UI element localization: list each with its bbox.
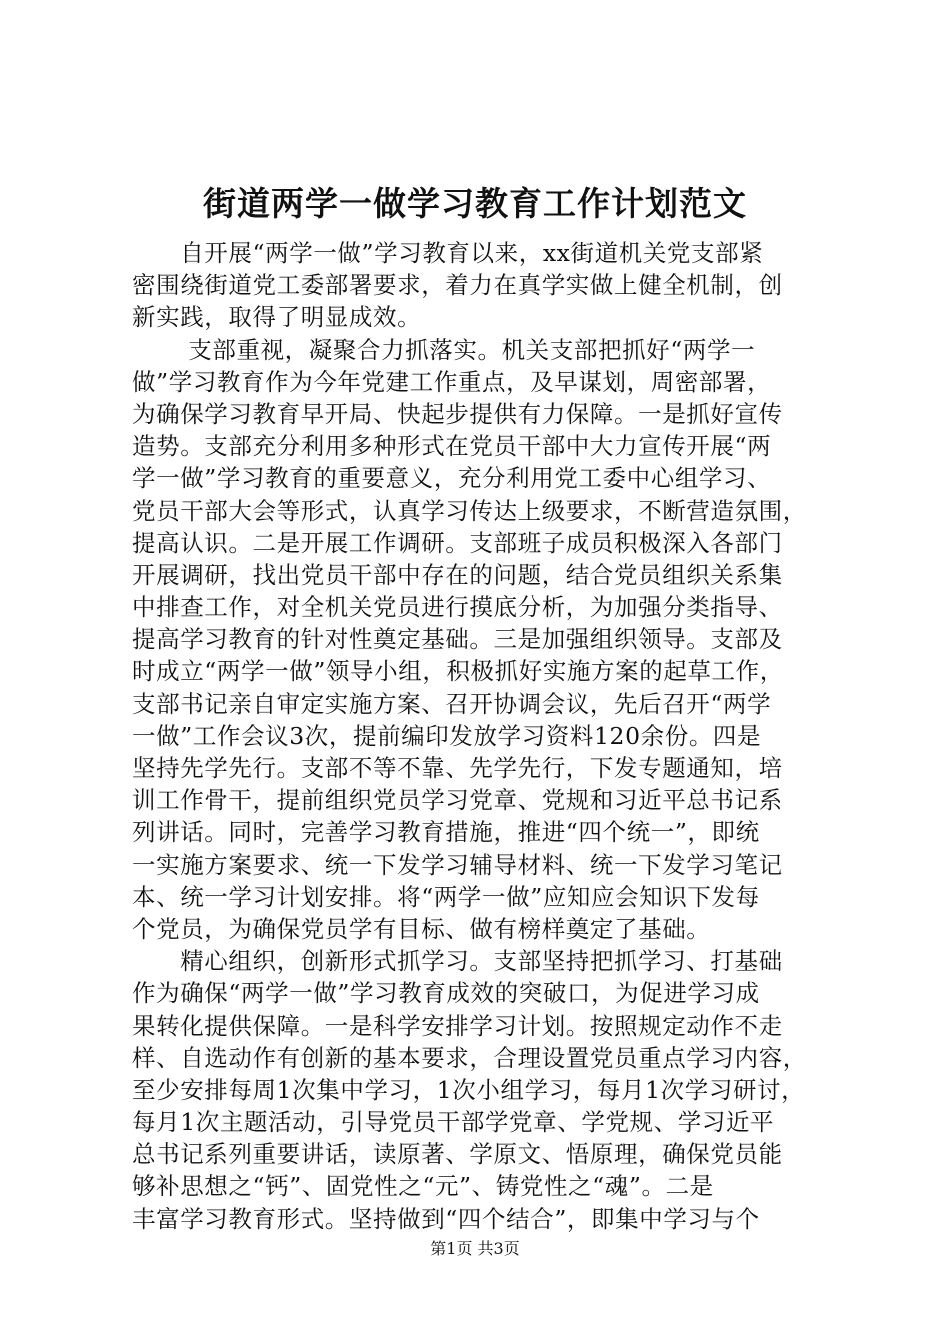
- body-text-line: 支部书记亲自审定实施方案、召开协调会议，先后召开“两学: [132, 689, 772, 718]
- body-text-line: 一做”工作会议3次，提前编印发放学习资料120余份。四是: [132, 721, 762, 750]
- body-text-line: 中排查工作，对全机关党员进行摸底分析，为加强分类指导、: [132, 593, 783, 622]
- body-text-line: 自开展“两学一做”学习教育以来，xx街道机关党支部紧: [132, 239, 764, 267]
- body-text-line: 时成立“两学一做”领导小组，积极抓好实施方案的起草工作，: [132, 657, 784, 686]
- body-text-line: 个党员，为确保党员学有目标、做有榜样奠定了基础。: [132, 914, 711, 943]
- body-text-line: 支部重视，凝聚合力抓落实。机关支部把抓好“两学一: [132, 335, 756, 364]
- body-text-line: 列讲话。同时，完善学习教育措施，推进“四个统一”，即统: [132, 818, 760, 847]
- body-text-line: 坚持先学先行。支部不等不靠、先学先行，下发专题通知，培: [132, 754, 783, 782]
- document-title: 街道两学一做学习教育工作计划范文: [203, 184, 747, 223]
- body-text-line: 每月1次主题活动，引导党员干部学党章、学党规、学习近平: [132, 1108, 775, 1137]
- body-text-line: 训工作骨干，提前组织党员学习党章、党规和习近平总书记系: [132, 786, 783, 815]
- body-text-line: 造势。支部充分利用多种形式在党员干部中大力宣传开展“两: [132, 432, 772, 461]
- body-text-line: 丰富学习教育形式。坚持做到“四个结合”，即集中学习与个: [132, 1204, 760, 1233]
- body-text-line: 至少安排每周1次集中学习，1次小组学习，每月1次学习研讨，: [132, 1075, 806, 1104]
- body-text-line: 样、自选动作有创新的基本要求，合理设置党员重点学习内容，: [132, 1043, 807, 1072]
- body-text-line: 做”学习教育作为今年党建工作重点，及早谋划，周密部署，: [132, 367, 772, 396]
- body-text-line: 果转化提供保障。一是科学安排学习计划。按照规定动作不走: [132, 1011, 783, 1040]
- document-body: [132, 237, 844, 1235]
- body-text-line: 精心组织，创新形式抓学习。支部坚持把抓学习、打基础: [132, 947, 783, 976]
- body-text-line: 总书记系列重要讲话，读原著、学原文、悟原理，确保党员能: [132, 1140, 783, 1169]
- body-text-line: 学一做”学习教育的重要意义，充分利用党工委中心组学习、: [132, 464, 772, 493]
- body-text-line: 一实施方案要求、统一下发学习辅导材料、统一下发学习笔记: [132, 850, 783, 879]
- body-text-line: 提高认识。二是开展工作调研。支部班子成员积极深入各部门: [132, 528, 783, 557]
- body-text-line: 为确保学习教育早开局、快起步提供有力保障。一是抓好宣传: [132, 399, 783, 428]
- body-text-line: 够补思想之“钙”、固党性之“元”、铸党性之“魂”。二是: [132, 1172, 714, 1201]
- body-text-line: 开展调研，找出党员干部中存在的问题，结合党员组织关系集: [132, 560, 783, 589]
- body-text-line: 提高学习教育的针对性奠定基础。三是加强组织领导。支部及: [132, 625, 783, 654]
- body-text-line: 密围绕街道党工委部署要求，着力在真学实做上健全机制，创: [132, 271, 783, 300]
- body-text-line: 党员干部大会等形式，认真学习传达上级要求，不断营造氛围，: [132, 496, 807, 525]
- body-text-line: 作为确保“两学一做”学习教育成效的突破口，为促进学习成: [132, 979, 760, 1008]
- page-footer: 第1页 共3页: [430, 1239, 520, 1258]
- body-text-line: 新实践，取得了明显成效。: [132, 303, 422, 332]
- body-text-line: 本、统一学习计划安排。将“两学一做”应知应会知识下发每: [132, 882, 760, 911]
